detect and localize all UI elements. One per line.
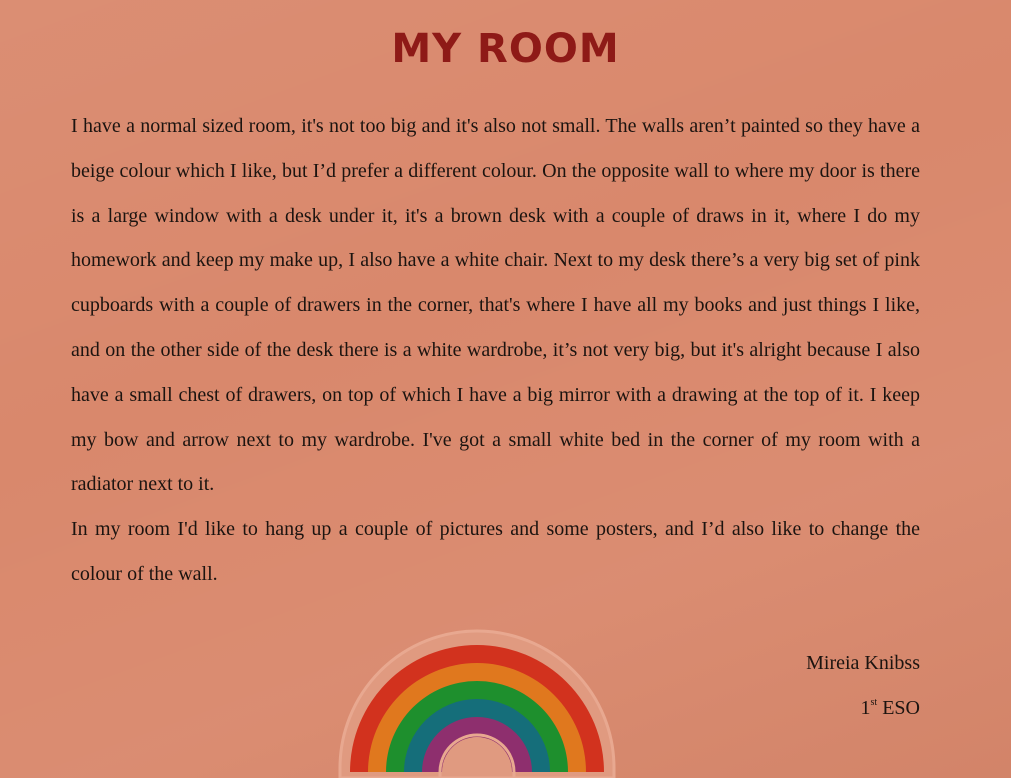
author-name: Mireia Knibss <box>806 652 920 674</box>
page-title: MY ROOM <box>391 26 620 72</box>
grade-number: 1 <box>860 697 871 719</box>
rainbow-icon <box>338 628 616 778</box>
grade-suffix: st <box>870 697 878 708</box>
paragraph-1: I have a normal sized room, it's not too big and it's also not small. The walls aren’t painted so they have a beige colour which I like, but I’d prefer a different colour. On the opposite wall to where my door is there is a large window with a desk under it, it's a brown desk with a couple of draws in it, where I do my homework and keep my make up, I also have a white chair. Next to my desk there’s a very big set of pink cupboards with a couple of drawers in the corner, that's where I have all my books and just things I like, and on the other side of the desk there is a white wardrobe, it’s not very big, but it's alright because I also have a small chest of drawers, on top of which I have a big mirror with a drawing at the top of it. I keep my bow and arrow next to my wardrobe. I've got a small white bed in the corner of my room with a radiator next to it. <box>71 115 920 496</box>
author-grade <box>806 686 920 731</box>
essay-body <box>71 104 920 597</box>
paragraph-2: In my room I'd like to hang up a couple of pictures and some posters, and I’d also like to change the colour of the wall. <box>71 518 920 585</box>
signature-block <box>806 641 920 731</box>
grade-label: ESO <box>882 697 920 719</box>
